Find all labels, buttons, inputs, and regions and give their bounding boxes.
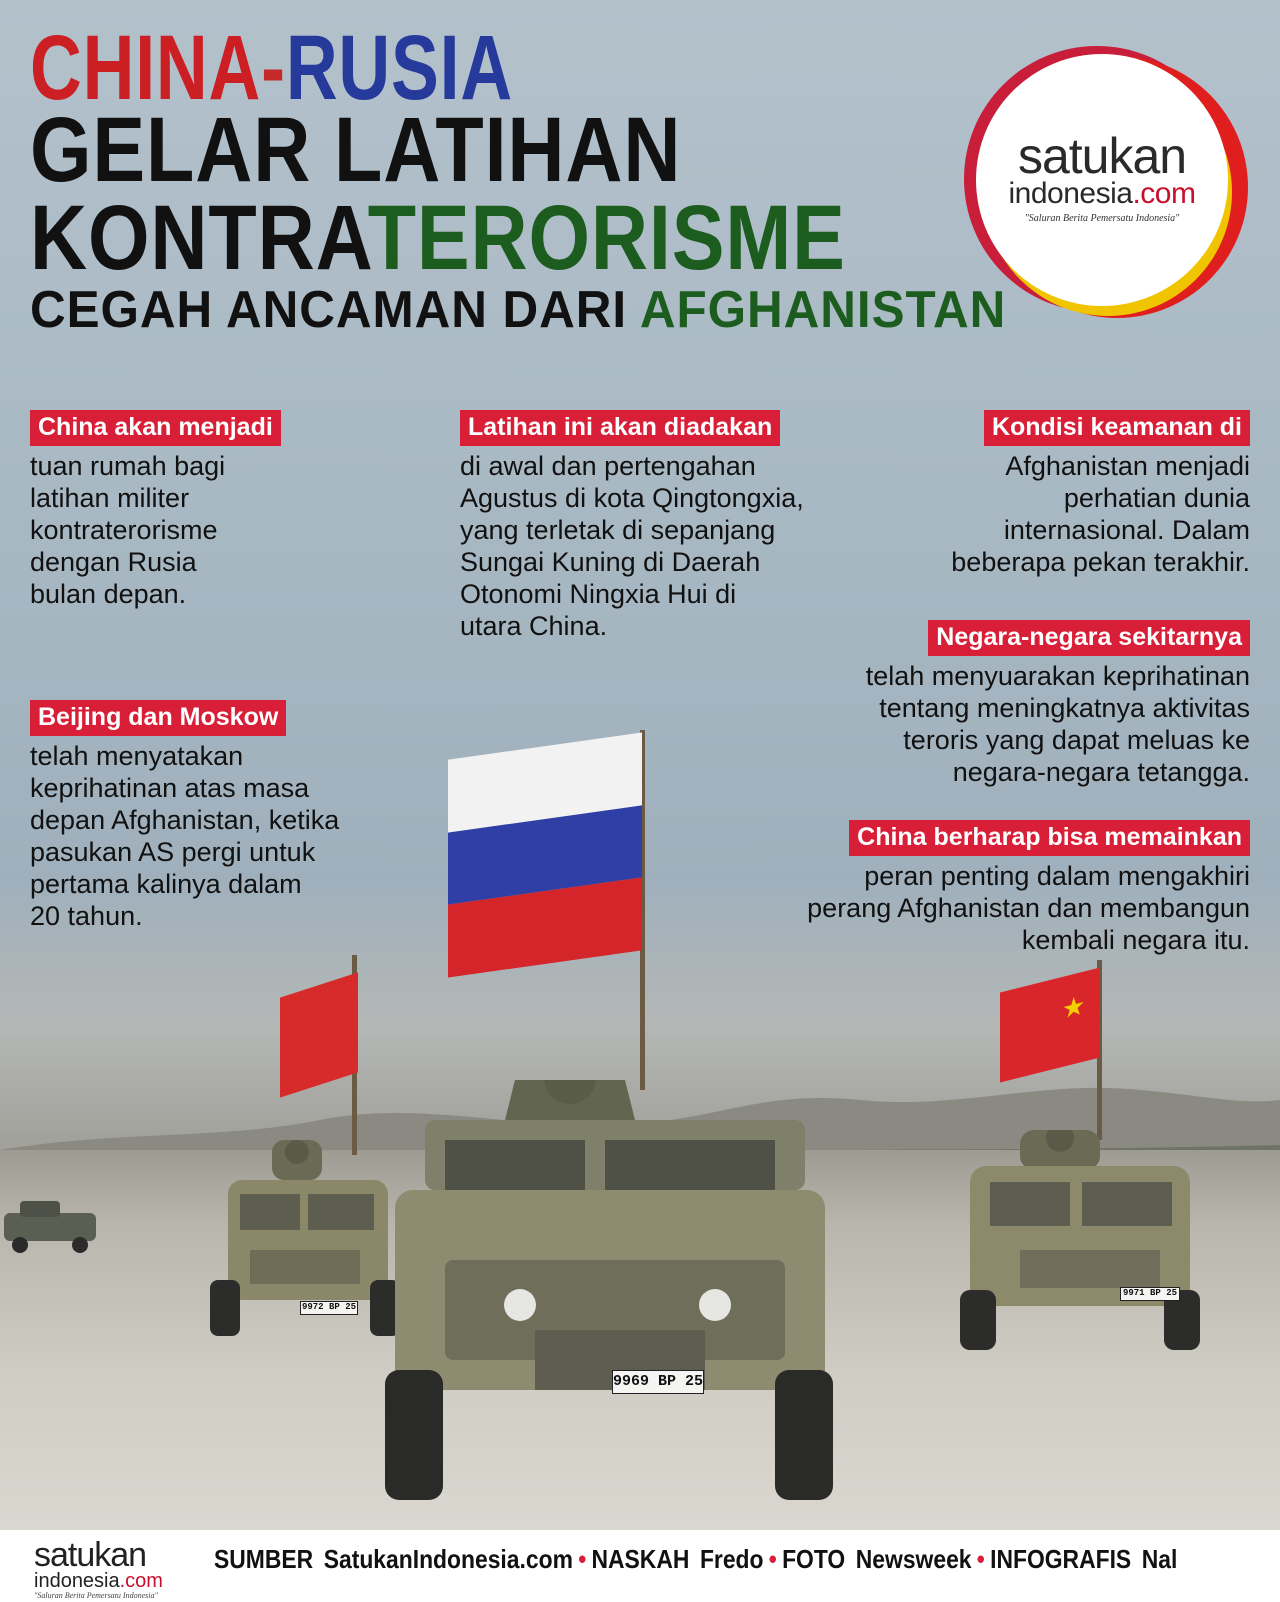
- headline-dash: -: [261, 17, 286, 119]
- footer: [0, 1530, 1280, 1602]
- credit-source-value: SatukanIndonesia.com: [323, 1544, 573, 1574]
- footer-logo-main: satukan: [34, 1536, 147, 1574]
- info-tag: Beijing dan Moskow: [30, 700, 286, 736]
- subtitle-prefix: CEGAH ANCAMAN DARI: [30, 281, 640, 339]
- info-tag: Latihan ini akan diadakan: [460, 410, 780, 446]
- info-text: telah menyatakan keprihatinan atas masa depan Afghanistan, ketika pasukan AS pergi untuk pertama kalinya dalam 20 tahun.: [30, 741, 340, 931]
- credit-writer-label: NASKAH: [591, 1544, 690, 1574]
- footer-logo-name: indonesia: [34, 1570, 120, 1592]
- info-tag: China berharap bisa memainkan: [849, 820, 1250, 856]
- headline-line-2: GELAR LATIHAN: [30, 99, 682, 201]
- info-text: tuan rumah bagi latihan militer kontraterorisme dengan Rusia bulan depan.: [30, 451, 226, 609]
- info-text: Afghanistan menjadi perhatian dunia internasional. Dalam beberapa pekan terakhir.: [951, 451, 1250, 577]
- credit-source-label: SUMBER: [214, 1544, 314, 1574]
- footer-logo-sub: [34, 1571, 163, 1591]
- headline-china: CHINA: [30, 17, 262, 119]
- info-text: telah menyuarakan keprihatinan tentang meningkatnya aktivitas teroris yang dapat meluas ke negara-negara tetangga.: [865, 661, 1250, 787]
- subtitle-afghanistan: AFGHANISTAN: [639, 281, 1007, 339]
- credits: [214, 1544, 1177, 1575]
- credit-photo-label: FOTO: [782, 1544, 846, 1574]
- right-armored-vehicle: [960, 1130, 1200, 1350]
- far-vehicle: [0, 1195, 100, 1255]
- left-license-plate: 9972 BP 25: [300, 1301, 358, 1315]
- logo-sub-text: [1008, 176, 1196, 210]
- credit-graphic-label: INFOGRAFIS: [990, 1544, 1132, 1574]
- info-block-security: [951, 410, 1250, 578]
- headline-line-1: [30, 17, 732, 119]
- credit-separator: •: [578, 1544, 587, 1574]
- logo-sub-suffix: .com: [1132, 176, 1196, 210]
- info-block-concern: [30, 700, 339, 932]
- main-armored-vehicle: [385, 1080, 833, 1500]
- main-license-plate: 9969 BP 25: [612, 1370, 704, 1394]
- headline-terorisme: TERORISME: [367, 187, 846, 289]
- credit-writer-value: Fredo: [699, 1544, 764, 1574]
- headline-line-3: [30, 187, 846, 289]
- info-tag: Negara-negara sekitarnya: [928, 620, 1250, 656]
- info-block-schedule: [460, 410, 804, 642]
- credit-separator: •: [976, 1544, 985, 1574]
- right-license-plate: 9971 BP 25: [1120, 1287, 1180, 1301]
- info-text: peran penting dalam mengakhiri perang Afghanistan dan membangun kembali negara itu.: [807, 861, 1250, 955]
- footer-logo: [34, 1538, 163, 1600]
- info-block-host: [30, 410, 281, 610]
- headline-kontra: KONTRA: [30, 187, 368, 289]
- logo-circle: [976, 54, 1228, 306]
- china-flag: ★: [1000, 968, 1100, 1083]
- logo-main-text: satukan: [1017, 127, 1187, 184]
- logo-sub-name: indonesia: [1008, 176, 1133, 210]
- brand-logo: [960, 38, 1250, 318]
- credit-graphic-value: Nal: [1141, 1544, 1178, 1574]
- headline-subtitle: [30, 281, 1007, 344]
- footer-logo-suffix: .com: [119, 1570, 163, 1592]
- info-text: di awal dan pertengahan Agustus di kota Qingtongxia, yang terletak di sepanjang Sungai Kuning di Daerah Otonomi Ningxia Hui di utara China.: [460, 451, 804, 641]
- info-tag: Kondisi keamanan di: [984, 410, 1250, 446]
- headline-rusia: RUSIA: [285, 17, 513, 119]
- headline: [30, 17, 1007, 344]
- info-block-neighbors: [866, 620, 1250, 788]
- footer-logo-tagline: "Saluran Berita Pemersatu Indonesia": [34, 1591, 158, 1600]
- russia-flag: [448, 732, 642, 977]
- logo-tagline: "Saluran Berita Pemersatu Indonesia": [1024, 212, 1180, 224]
- info-block-role: [807, 820, 1250, 956]
- info-tag: China akan menjadi: [30, 410, 281, 446]
- credit-separator: •: [768, 1544, 777, 1574]
- credit-photo-value: Newsweek: [855, 1544, 972, 1574]
